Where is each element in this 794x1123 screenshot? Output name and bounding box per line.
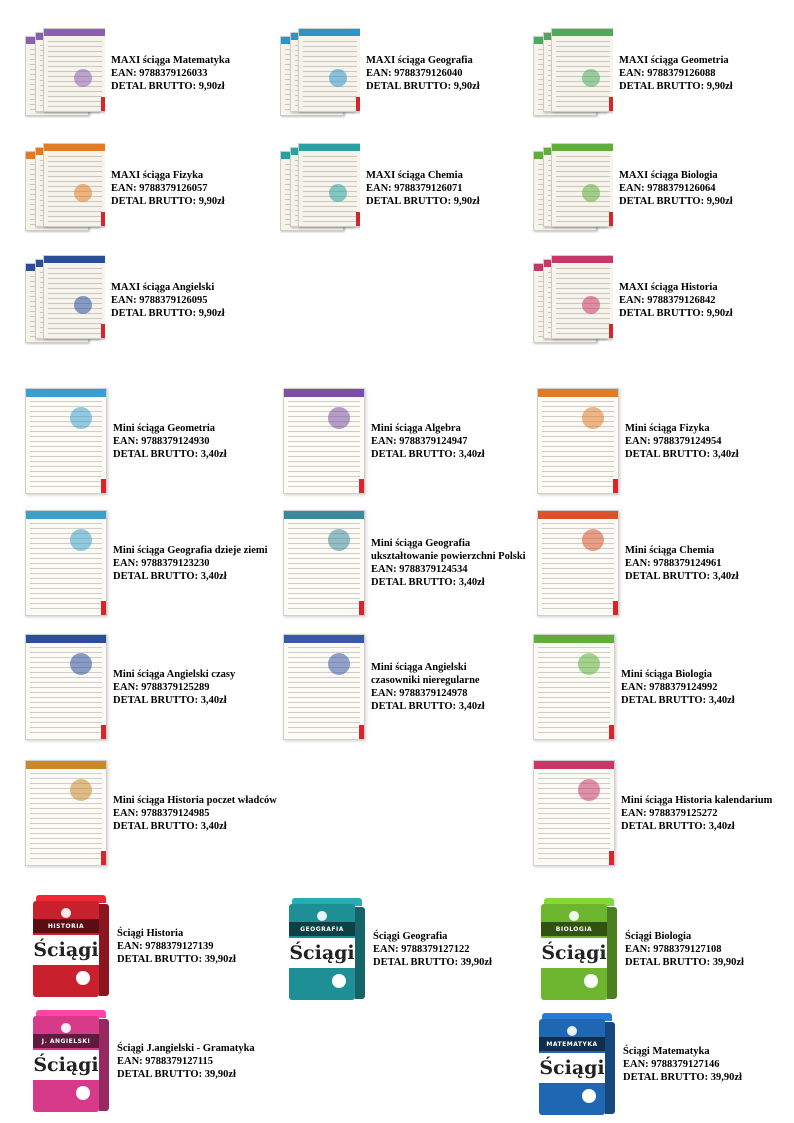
product-price: DETAL BRUTTO: 9,90zł [619,195,733,207]
product-image [539,1013,617,1115]
product-price: DETAL BRUTTO: 39,90zł [625,956,744,968]
box-subject-label: MATEMATYKA [539,1037,605,1051]
product-name-line: Mini ściąga Historia poczet władców [113,794,277,806]
product-image [541,898,619,1000]
product-mini [25,634,235,740]
product-name: Ściągi Geografia [373,930,448,942]
product-price: DETAL BRUTTO: 3,40zł [371,448,485,460]
product-image [25,255,105,345]
product-ean: EAN: 9788379126095 [111,294,208,306]
product-name-line: Mini ściąga Fizyka [625,422,710,434]
product-image [283,634,365,740]
product-image [25,634,107,740]
product-price: DETAL BRUTTO: 9,90zł [366,195,480,207]
product-ean: EAN: 9788379124992 [621,681,718,693]
product-price: DETAL BRUTTO: 3,40zł [621,694,735,706]
product-image [33,1010,111,1112]
product-image [533,143,613,233]
product-box [289,898,492,1000]
product-price: DETAL BRUTTO: 3,40zł [625,448,739,460]
product-ean: EAN: 9788379124985 [113,807,210,819]
product-ean: EAN: 9788379124978 [371,688,468,699]
product-ean: EAN: 9788379127146 [623,1058,720,1070]
product-price: DETAL BRUTTO: 39,90zł [623,1071,742,1083]
product-image [533,255,613,345]
product-name-line: Mini ściąga Algebra [371,422,461,434]
product-box [541,898,744,1000]
product-name-line: Mini ściąga Angielski [371,662,467,673]
product-mini [537,388,739,494]
product-image [25,143,105,233]
product-ean: EAN: 9788379127139 [117,940,214,952]
product-image [537,388,619,494]
box-logo-text: Ściągi [33,939,99,961]
product-mini [283,388,485,494]
product-image [283,510,365,616]
product-maxi [280,28,480,118]
product-ean: EAN: 9788379124930 [113,435,210,447]
product-ean: EAN: 9788379126842 [619,294,716,306]
product-price: DETAL BRUTTO: 3,40zł [113,820,227,832]
product-ean: EAN: 9788379126040 [366,67,463,79]
product-name-line: ukształtowanie powierzchni Polski [371,551,526,562]
product-image [533,634,615,740]
product-price: DETAL BRUTTO: 3,40zł [371,577,485,588]
product-ean: EAN: 9788379124961 [625,557,722,569]
product-price: DETAL BRUTTO: 9,90zł [111,307,225,319]
product-image [537,510,619,616]
product-ean: EAN: 9788379126064 [619,182,716,194]
product-name-line: Mini ściąga Geografia [371,538,471,549]
product-ean: EAN: 9788379125289 [113,681,210,693]
product-price: DETAL BRUTTO: 3,40zł [621,820,735,832]
product-ean: EAN: 9788379126057 [111,182,208,194]
product-name: MAXI ściąga Angielski [111,281,215,293]
product-mini [25,760,277,866]
product-price: DETAL BRUTTO: 39,90zł [117,1068,236,1080]
box-logo-text: Ściągi [541,942,607,964]
product-mini [283,634,485,740]
product-image [533,28,613,118]
product-name: MAXI ściąga Geografia [366,54,473,66]
product-image [280,143,360,233]
product-image [280,28,360,118]
product-ean: EAN: 9788379126071 [366,182,463,194]
product-ean: EAN: 9788379127122 [373,943,470,955]
product-maxi [25,28,230,118]
product-box [33,895,236,997]
product-maxi [533,143,733,233]
product-name: MAXI ściąga Historia [619,281,718,293]
product-ean: EAN: 9788379124534 [371,564,468,575]
product-mini [25,510,268,616]
product-ean: EAN: 9788379127108 [625,943,722,955]
box-subject-label: GEOGRAFIA [289,922,355,936]
product-name: MAXI ściąga Matematyka [111,54,230,66]
product-mini [533,634,735,740]
box-subject-label: HISTORIA [33,919,99,933]
product-box [33,1010,255,1112]
box-subject-label: J. ANGIELSKI [33,1034,99,1048]
product-maxi [25,143,225,233]
product-price: DETAL BRUTTO: 9,90zł [619,80,733,92]
product-maxi [25,255,225,345]
product-image [25,28,105,118]
product-price: DETAL BRUTTO: 39,90zł [117,953,236,965]
product-maxi [533,28,733,118]
product-name-line: Mini ściąga Historia kalendarium [621,794,773,806]
box-logo-text: Ściągi [33,1054,99,1076]
box-logo-text: Ściągi [289,942,355,964]
product-image [533,760,615,866]
product-image [25,760,107,866]
product-price: DETAL BRUTTO: 39,90zł [373,956,492,968]
product-ean: EAN: 9788379126088 [619,67,716,79]
product-image [33,895,111,997]
product-name-line: czasowniki nieregularne [371,675,480,686]
product-maxi [533,255,733,345]
product-ean: EAN: 9788379125272 [621,807,718,819]
product-ean: EAN: 9788379124947 [371,435,468,447]
product-name-line: Mini ściąga Biologia [621,668,713,680]
product-image [283,388,365,494]
product-name: MAXI ściąga Fizyka [111,169,204,181]
product-price: DETAL BRUTTO: 3,40zł [625,570,739,582]
product-mini [283,510,526,616]
product-name-line: Mini ściąga Angielski czasy [113,668,236,680]
product-ean: EAN: 9788379127115 [117,1055,213,1067]
product-price: DETAL BRUTTO: 9,90zł [111,195,225,207]
product-ean: EAN: 9788379124954 [625,435,722,447]
product-price: DETAL BRUTTO: 3,40zł [113,694,227,706]
product-ean: EAN: 9788379126033 [111,67,208,79]
product-maxi [280,143,480,233]
product-price: DETAL BRUTTO: 9,90zł [619,307,733,319]
product-name: Ściągi Biologia [625,930,692,942]
product-name: Ściągi J.angielski - Gramatyka [117,1042,255,1054]
product-price: DETAL BRUTTO: 9,90zł [366,80,480,92]
product-price: DETAL BRUTTO: 3,40zł [113,448,227,460]
product-name: MAXI ściąga Chemia [366,169,463,181]
box-logo-text: Ściągi [539,1057,605,1079]
product-price: DETAL BRUTTO: 3,40zł [113,570,227,582]
box-subject-label: BIOLOGIA [541,922,607,936]
product-name: Ściągi Matematyka [623,1045,710,1057]
product-name-line: Mini ściąga Geografia dzieje ziemi [113,544,268,556]
product-price: DETAL BRUTTO: 9,90zł [111,80,225,92]
product-price: DETAL BRUTTO: 3,40zł [371,701,485,712]
product-name: Ściągi Historia [117,927,184,939]
product-image [25,510,107,616]
product-box [539,1013,742,1115]
product-ean: EAN: 9788379123230 [113,557,210,569]
product-mini [537,510,739,616]
product-name-line: Mini ściąga Geometria [113,422,216,434]
product-name: MAXI ściąga Biologia [619,169,718,181]
product-image [25,388,107,494]
product-mini [25,388,227,494]
product-name: MAXI ściąga Geometria [619,54,729,66]
product-image [289,898,367,1000]
product-mini [533,760,772,866]
product-name-line: Mini ściąga Chemia [625,544,715,556]
